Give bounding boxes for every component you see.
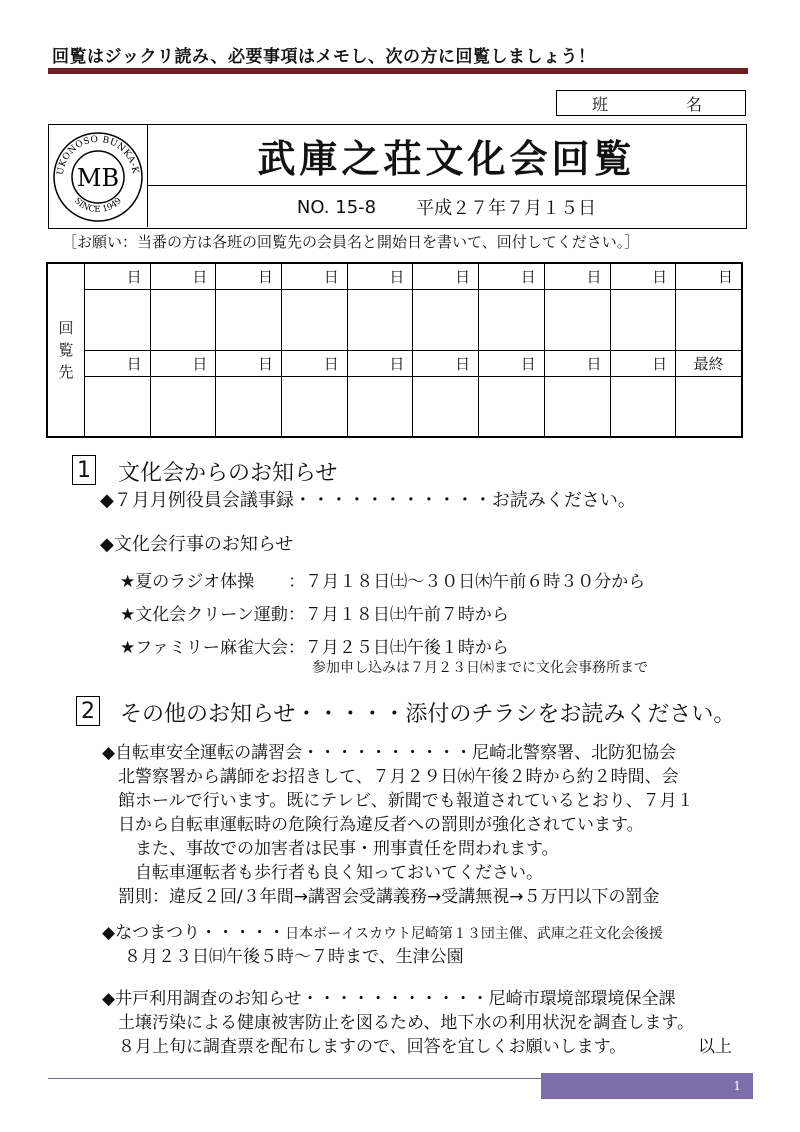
bike-line: 館ホールで行います。既にテレビ、新聞でも報道されているとおり、７月１ [118, 791, 694, 811]
mb-logo [49, 125, 147, 227]
events-title: ◆文化会行事のお知らせ [100, 534, 294, 555]
bike-penalty-line: 罰則：違反２回/３年間→講習会受講義務→受講無視→５万円以下の罰金 [118, 887, 660, 907]
circulation-day-cell: 日 [610, 264, 676, 290]
member-name-cell[interactable] [282, 376, 348, 437]
member-name-cell[interactable] [610, 290, 676, 351]
logo-initials: MB [76, 164, 120, 192]
page-title: 武庫之荘文化会回覧 [147, 125, 746, 186]
member-name-cell[interactable] [610, 376, 676, 437]
circulation-day-cell: 日 [610, 350, 676, 376]
mahjong-note: 参加申し込みは７月２３日㈭までに文化会事務所まで [312, 660, 648, 676]
member-name-cell[interactable] [85, 376, 151, 437]
issue-date: 平成２７年７月１５日 [416, 198, 597, 219]
circulation-day-cell: 日 [216, 264, 282, 290]
member-name-cell[interactable] [413, 290, 479, 351]
member-name-cell[interactable] [150, 376, 216, 437]
member-name-cell[interactable] [216, 290, 282, 351]
event-radio-exercise: ★夏のラジオ体操 ：７月１８日㈯～３０日㈭午前６時３０分から [120, 572, 646, 592]
circulation-day-cell: 日 [85, 264, 151, 290]
member-name-cell[interactable] [413, 376, 479, 437]
han-name-box [556, 90, 746, 116]
section-1-title: 文化会からのお知らせ [118, 461, 338, 486]
circulation-day-cell: 日 [282, 350, 348, 376]
natsumatsuri-organizer: 日本ボーイスカウト尼崎第１３団主催、武庫之荘文化会後援 [285, 926, 663, 942]
circulation-day-cell: 日 [282, 264, 348, 290]
bike-line: また、事故での加害者は民事・刑事責任を問われます。 [118, 839, 559, 859]
section-1-number: 1 [72, 455, 96, 485]
page-number: 1 [733, 1079, 741, 1093]
event-mahjong: ★ファミリー麻雀大会：７月２５日㈯午後１時から [120, 638, 509, 658]
circulation-day-cell: 日 [347, 264, 413, 290]
han-label: 班 [591, 94, 616, 114]
member-name-cell[interactable] [544, 290, 610, 351]
event-clean-up: ★文化会クリーン運動：７月１８日㈯午前７時から [120, 605, 509, 625]
circulation-day-cell: 日 [479, 264, 545, 290]
issue-line [147, 187, 746, 227]
circulation-day-cell: 日 [347, 350, 413, 376]
circulation-day-cell: 日 [150, 264, 216, 290]
top-rule [48, 68, 748, 74]
natsumatsuri-title: ◆なつまつり・・・・・ [102, 923, 286, 943]
minutes-notice: ◆７月月例役員会議事録・・・・・・・・・・・お読みください。 [100, 490, 636, 511]
circulation-table [46, 262, 743, 438]
circulation-day-cell: 日 [216, 350, 282, 376]
bike-line: 日から自転車運転時の危険行為違反者への罰則が強化されています。 [118, 815, 644, 835]
member-name-cell[interactable] [216, 376, 282, 437]
member-name-cell[interactable] [676, 376, 742, 437]
circulation-day-cell: 日 [479, 350, 545, 376]
header-box [48, 124, 747, 229]
request-note: ［お願い：当番の方は各班の回覧先の会員名と開始日を書いて、回付してください。］ [62, 233, 640, 251]
circulation-day-cell: 日 [150, 350, 216, 376]
natsumatsuri-date: ８月２３日㈰午後５時～７時まで、生津公園 [124, 947, 464, 967]
member-name-cell[interactable] [85, 290, 151, 351]
svg-text:SINCE 1949 [72, 196, 124, 215]
page-number-box [541, 1073, 753, 1099]
bike-line: 自転車運転者も歩行者も良く知っておいてください。 [118, 863, 543, 883]
circulation-day-cell: 日 [676, 264, 742, 290]
well-line: 土壌汚染による健康被害防止を図るため、地下水の利用状況を調査します。 [118, 1013, 694, 1033]
logo-ring-top: UKONOSO BUNKA-K [55, 134, 140, 176]
closing-mark: 以上 [698, 1037, 732, 1057]
bike-line: 北警察署から講師をお招きして、７月２９日㈬午後２時から約２時間、会 [118, 767, 679, 787]
member-name-cell[interactable] [150, 290, 216, 351]
mei-label: 名 [685, 94, 710, 114]
member-name-cell[interactable] [347, 290, 413, 351]
circulation-day-cell: 日 [544, 264, 610, 290]
member-name-cell[interactable] [479, 376, 545, 437]
logo-ring-bottom: SINCE 1949 [72, 196, 124, 216]
member-name-cell[interactable] [282, 290, 348, 351]
natsumatsuri-heading [102, 918, 663, 943]
well-survey-heading: ◆井戸利用調査のお知らせ・・・・・・・・・・・尼崎市環境部環境保全課 [102, 989, 676, 1009]
circulation-final-cell: 最終 [676, 350, 742, 376]
section-2-number: 2 [76, 696, 100, 726]
well-line: ８月上旬に調査票を配布しますので、回答を宜しくお願いします。 [118, 1037, 627, 1057]
logo-cell [49, 125, 148, 227]
member-name-cell[interactable] [479, 290, 545, 351]
circulation-day-cell: 日 [544, 350, 610, 376]
bike-seminar-heading: ◆自転車安全運転の講習会・・・・・・・・・・尼崎北警察署、北防犯協会 [102, 743, 677, 763]
member-name-cell[interactable] [676, 290, 742, 351]
circulation-label: 回覧先 [48, 264, 85, 437]
member-name-cell[interactable] [544, 376, 610, 437]
circulation-day-cell: 日 [85, 350, 151, 376]
section-2-title: その他のお知らせ・・・・・添付のチラシをお読みください。 [120, 702, 736, 727]
issue-number: NO. 15-8 [296, 196, 377, 218]
circulation-day-cell: 日 [413, 264, 479, 290]
circulation-day-cell: 日 [413, 350, 479, 376]
tagline: 回覧はジックリ読み、必要事項はメモし、次の方に回覧しましょう！ [52, 47, 596, 67]
member-name-cell[interactable] [347, 376, 413, 437]
